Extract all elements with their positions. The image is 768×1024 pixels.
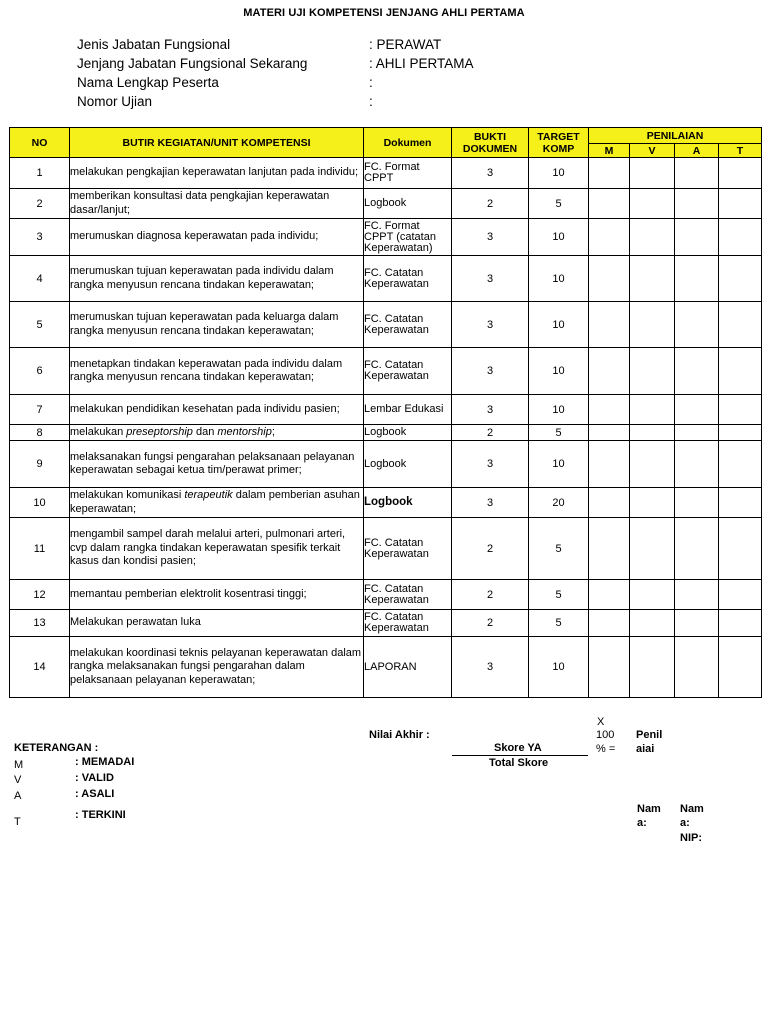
penilai-label-1: Penil bbox=[636, 729, 663, 741]
cell-m[interactable] bbox=[589, 425, 630, 441]
nip-label: NIP: bbox=[680, 832, 702, 844]
row-bukti: 2 bbox=[452, 610, 529, 637]
header-t: T bbox=[719, 144, 762, 158]
row-target: 5 bbox=[529, 580, 589, 610]
row-target: 10 bbox=[529, 637, 589, 698]
row-target: 10 bbox=[529, 348, 589, 395]
cell-m[interactable] bbox=[589, 580, 630, 610]
row-dokumen: FC. Catatan Keperawatan bbox=[364, 610, 452, 637]
hundred-value: 100 bbox=[596, 729, 615, 741]
cell-a[interactable] bbox=[675, 610, 719, 637]
row-target: 10 bbox=[529, 395, 589, 425]
header-m: M bbox=[589, 144, 630, 158]
participant-info bbox=[77, 37, 677, 113]
info-value: : bbox=[369, 75, 373, 90]
row-dokumen: FC. Catatan Keperawatan bbox=[364, 518, 452, 580]
table-row bbox=[10, 637, 762, 698]
info-label: Jenjang Jabatan Fungsional Sekarang bbox=[77, 56, 308, 71]
row-no: 11 bbox=[10, 518, 70, 580]
page-title: MATERI UJI KOMPETENSI JENJANG AHLI PERTAMA bbox=[243, 7, 525, 19]
cell-m[interactable] bbox=[589, 256, 630, 302]
table-row bbox=[10, 219, 762, 256]
skore-ya-label: Skore YA bbox=[494, 742, 542, 754]
legend-desc: : MEMADAI bbox=[75, 756, 135, 768]
cell-v[interactable] bbox=[630, 580, 675, 610]
cell-m[interactable] bbox=[589, 158, 630, 189]
info-value: : AHLI PERTAMA bbox=[369, 56, 474, 71]
row-bukti: 3 bbox=[452, 395, 529, 425]
table-row bbox=[10, 158, 762, 189]
cell-t[interactable] bbox=[719, 580, 762, 610]
butir-text: ; bbox=[271, 425, 275, 438]
table-row bbox=[10, 488, 762, 518]
row-no: 6 bbox=[10, 348, 70, 395]
row-dokumen: FC. Format CPPT (catatan Keperawatan) bbox=[364, 219, 452, 256]
cell-t[interactable] bbox=[719, 425, 762, 441]
cell-t[interactable] bbox=[719, 348, 762, 395]
row-no: 1 bbox=[10, 158, 70, 189]
info-label: Jenis Jabatan Fungsional bbox=[77, 37, 231, 52]
info-value: : PERAWAT bbox=[369, 37, 442, 52]
cell-t[interactable] bbox=[719, 610, 762, 637]
cell-t[interactable] bbox=[719, 158, 762, 189]
row-bukti: 2 bbox=[452, 425, 529, 441]
nama-label-2b: a: bbox=[680, 817, 690, 829]
row-butir: merumuskan diagnosa keperawatan pada individu; bbox=[70, 219, 364, 256]
cell-a[interactable] bbox=[675, 488, 719, 518]
header-v: V bbox=[630, 144, 675, 158]
row-no: 4 bbox=[10, 256, 70, 302]
legend-desc: : ASALI bbox=[75, 788, 115, 800]
cell-v[interactable] bbox=[630, 441, 675, 488]
row-target: 10 bbox=[529, 441, 589, 488]
cell-t[interactable] bbox=[719, 302, 762, 348]
cell-v[interactable] bbox=[630, 302, 675, 348]
butir-text: dan bbox=[192, 425, 218, 438]
cell-a[interactable] bbox=[675, 425, 719, 441]
row-target: 10 bbox=[529, 256, 589, 302]
cell-m[interactable] bbox=[589, 302, 630, 348]
cell-m[interactable] bbox=[589, 610, 630, 637]
row-no: 7 bbox=[10, 395, 70, 425]
row-no: 3 bbox=[10, 219, 70, 256]
cell-v[interactable] bbox=[630, 395, 675, 425]
cell-a[interactable] bbox=[675, 158, 719, 189]
cell-a[interactable] bbox=[675, 637, 719, 698]
cell-t[interactable] bbox=[719, 441, 762, 488]
row-bukti: 3 bbox=[452, 637, 529, 698]
competency-table bbox=[9, 127, 762, 698]
cell-v[interactable] bbox=[630, 637, 675, 698]
cell-a[interactable] bbox=[675, 348, 719, 395]
row-bukti: 3 bbox=[452, 256, 529, 302]
row-dokumen: FC. Catatan Keperawatan bbox=[364, 348, 452, 395]
row-no: 10 bbox=[10, 488, 70, 518]
butir-italic: preseptorship bbox=[126, 425, 193, 438]
cell-a[interactable] bbox=[675, 219, 719, 256]
row-bukti: 3 bbox=[452, 219, 529, 256]
header-a: A bbox=[675, 144, 719, 158]
row-target: 5 bbox=[529, 189, 589, 219]
cell-t[interactable] bbox=[719, 219, 762, 256]
cell-a[interactable] bbox=[675, 518, 719, 580]
row-bukti: 3 bbox=[452, 488, 529, 518]
cell-v[interactable] bbox=[630, 219, 675, 256]
row-dokumen: FC. Catatan Keperawatan bbox=[364, 302, 452, 348]
cell-v[interactable] bbox=[630, 348, 675, 395]
row-butir: melakukan koordinasi teknis pelayanan keperawatan dalam rangka melaksanakan fungsi pengarahan dalam pelaksanaan pelayanan keperawatan; bbox=[70, 637, 364, 698]
cell-t[interactable] bbox=[719, 488, 762, 518]
cell-v[interactable] bbox=[630, 518, 675, 580]
penilai-label-2: aiai bbox=[636, 743, 655, 755]
cell-v[interactable] bbox=[630, 256, 675, 302]
fraction-line bbox=[452, 755, 588, 756]
row-bukti: 2 bbox=[452, 189, 529, 219]
info-row-jenis bbox=[77, 37, 677, 56]
cell-v[interactable] bbox=[630, 488, 675, 518]
butir-text: melakukan komunikasi bbox=[70, 489, 185, 501]
cell-a[interactable] bbox=[675, 580, 719, 610]
header-bukti: BUKTI DOKUMEN bbox=[452, 128, 529, 158]
butir-text: dalam pemberian asuhan keperawatan; bbox=[70, 489, 360, 515]
cell-t[interactable] bbox=[719, 637, 762, 698]
header-butir: BUTIR KEGIATAN/UNIT KOMPETENSI bbox=[70, 128, 364, 158]
row-dokumen: Lembar Edukasi bbox=[364, 395, 452, 425]
header-no: NO bbox=[10, 128, 70, 158]
legend-desc: : VALID bbox=[75, 772, 114, 784]
row-no: 14 bbox=[10, 637, 70, 698]
info-row-jenjang bbox=[77, 56, 677, 75]
row-bukti: 2 bbox=[452, 580, 529, 610]
row-butir: mengambil sampel darah melalui arteri, pulmonari arteri, cvp dalam rangka tindakan keperawatan spesifik terkait kasus dan kondisi pasien; bbox=[70, 518, 364, 580]
nama-label-2a: Nam bbox=[680, 803, 704, 815]
row-dokumen: Logbook bbox=[364, 488, 452, 518]
row-no: 9 bbox=[10, 441, 70, 488]
row-dokumen: Logbook bbox=[364, 425, 452, 441]
row-butir: memantau pemberian elektrolit kosentrasi tinggi; bbox=[70, 580, 364, 610]
header-target: TARGET KOMP bbox=[529, 128, 589, 158]
legend-code: M bbox=[14, 759, 24, 771]
cell-m[interactable] bbox=[589, 488, 630, 518]
row-no: 8 bbox=[10, 425, 70, 441]
row-no: 5 bbox=[10, 302, 70, 348]
info-row-nama bbox=[77, 75, 677, 94]
row-bukti: 3 bbox=[452, 158, 529, 189]
cell-t[interactable] bbox=[719, 395, 762, 425]
butir-italic: terapeutik bbox=[184, 489, 233, 501]
row-target: 10 bbox=[529, 302, 589, 348]
nama-label-1a: Nam bbox=[637, 803, 661, 815]
row-butir: melakukan pendidikan kesehatan pada individu pasien; bbox=[70, 395, 364, 425]
row-target: 5 bbox=[529, 425, 589, 441]
nama-label-1b: a: bbox=[637, 817, 647, 829]
cell-v[interactable] bbox=[630, 189, 675, 219]
info-row-nomor bbox=[77, 94, 677, 113]
table-row bbox=[10, 395, 762, 425]
cell-m[interactable] bbox=[589, 395, 630, 425]
row-dokumen: FC. Catatan Keperawatan bbox=[364, 256, 452, 302]
cell-m[interactable] bbox=[589, 189, 630, 219]
info-label: Nama Lengkap Peserta bbox=[77, 75, 219, 90]
info-value: : bbox=[369, 94, 373, 109]
row-target: 10 bbox=[529, 158, 589, 189]
legend-code: T bbox=[14, 816, 21, 828]
table-row bbox=[10, 348, 762, 395]
cell-a[interactable] bbox=[675, 395, 719, 425]
table-row bbox=[10, 441, 762, 488]
table-row bbox=[10, 256, 762, 302]
butir-text: melakukan bbox=[70, 425, 127, 438]
cell-m[interactable] bbox=[589, 348, 630, 395]
header-penilaian: PENILAIAN bbox=[589, 128, 762, 144]
row-dokumen: Logbook bbox=[364, 189, 452, 219]
total-skore-label: Total Skore bbox=[489, 757, 549, 769]
cell-a[interactable] bbox=[675, 256, 719, 302]
row-no: 13 bbox=[10, 610, 70, 637]
row-target: 20 bbox=[529, 488, 589, 518]
row-no: 2 bbox=[10, 189, 70, 219]
row-butir: merumuskan tujuan keperawatan pada keluarga dalam rangka menyusun rencana tindakan keperawatan; bbox=[70, 302, 364, 348]
legend-desc: : TERKINI bbox=[75, 809, 126, 821]
row-target: 5 bbox=[529, 518, 589, 580]
cell-t[interactable] bbox=[719, 256, 762, 302]
row-dokumen: FC. Catatan Keperawatan bbox=[364, 580, 452, 610]
cell-t[interactable] bbox=[719, 518, 762, 580]
row-bukti: 2 bbox=[452, 518, 529, 580]
row-butir bbox=[70, 425, 364, 441]
row-butir bbox=[70, 488, 364, 518]
cell-a[interactable] bbox=[675, 189, 719, 219]
percent-equals: % = bbox=[596, 743, 616, 755]
cell-m[interactable] bbox=[589, 637, 630, 698]
x-symbol: X bbox=[597, 716, 605, 728]
table-row bbox=[10, 302, 762, 348]
row-target: 5 bbox=[529, 610, 589, 637]
row-butir: melaksanakan fungsi pengarahan pelaksanaan pelayanan keperawatan sebagai ketua tim/perawat primer; bbox=[70, 441, 364, 488]
table-row bbox=[10, 425, 762, 441]
cell-a[interactable] bbox=[675, 302, 719, 348]
cell-m[interactable] bbox=[589, 441, 630, 488]
legend-code: A bbox=[14, 790, 22, 802]
row-bukti: 3 bbox=[452, 302, 529, 348]
table-row bbox=[10, 189, 762, 219]
row-target: 10 bbox=[529, 219, 589, 256]
row-butir: melakukan pengkajian keperawatan lanjutan pada individu; bbox=[70, 158, 364, 189]
row-butir: merumuskan tujuan keperawatan pada individu dalam rangka menyusun rencana tindakan keperawatan; bbox=[70, 256, 364, 302]
row-bukti: 3 bbox=[452, 348, 529, 395]
row-butir: memberikan konsultasi data pengkajian keperawatan dasar/lanjut; bbox=[70, 189, 364, 219]
cell-t[interactable] bbox=[719, 189, 762, 219]
row-dokumen: Logbook bbox=[364, 441, 452, 488]
cell-m[interactable] bbox=[589, 219, 630, 256]
header-dokumen: Dokumen bbox=[364, 128, 452, 158]
row-dokumen: FC. Format CPPT bbox=[364, 158, 452, 189]
cell-v[interactable] bbox=[630, 158, 675, 189]
keterangan-label: KETERANGAN : bbox=[14, 742, 99, 754]
nilai-akhir-label: Nilai Akhir : bbox=[369, 729, 430, 741]
row-butir: menetapkan tindakan keperawatan pada individu dalam rangka menyusun rencana tindakan keperawatan; bbox=[70, 348, 364, 395]
row-no: 12 bbox=[10, 580, 70, 610]
table-row bbox=[10, 610, 762, 637]
cell-a[interactable] bbox=[675, 441, 719, 488]
info-label: Nomor Ujian bbox=[77, 94, 153, 109]
cell-v[interactable] bbox=[630, 425, 675, 441]
cell-v[interactable] bbox=[630, 610, 675, 637]
legend-code: V bbox=[14, 774, 22, 786]
row-bukti: 3 bbox=[452, 441, 529, 488]
cell-m[interactable] bbox=[589, 518, 630, 580]
butir-italic: mentorship bbox=[217, 425, 272, 438]
row-dokumen: LAPORAN bbox=[364, 637, 452, 698]
table-row bbox=[10, 518, 762, 580]
row-butir: Melakukan perawatan luka bbox=[70, 610, 364, 637]
table-row bbox=[10, 580, 762, 610]
